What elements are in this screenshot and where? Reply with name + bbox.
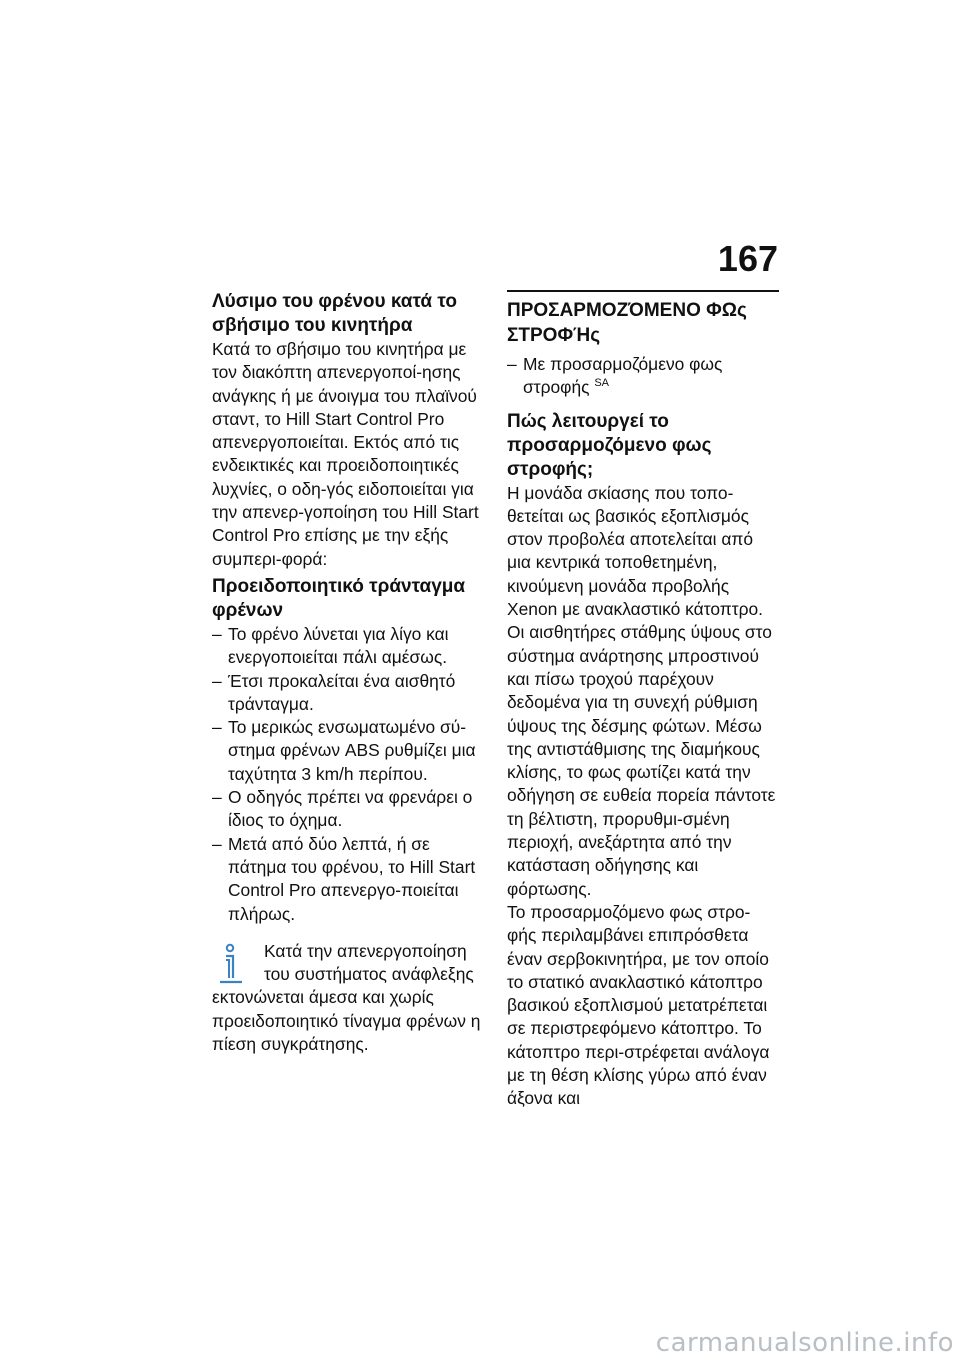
left-column: [212, 290, 484, 1056]
page-number: 167: [717, 238, 778, 279]
list-item: [507, 353, 779, 400]
section-title: ΠΡΟΣΑΡΜΟΖΌΜΕΝΟ ΦΩς ΣΤΡΟΦΉς: [507, 300, 747, 346]
list-item: – Μετά από δύο λεπτά, ή σε πάτημα του φρένου, το Hill Start Control Pro απενεργο-ποιείται πλήρως.: [212, 833, 484, 926]
brake-jerk-list: [212, 623, 484, 926]
list-item: – Έτσι προκαλείται ένα αισθητό τράνταγμα.: [212, 670, 484, 717]
info-note: [212, 940, 484, 1056]
list-item: – Το φρένο λύνεται για λίγο και ενεργοποιείται πάλι αμέσως.: [212, 623, 484, 670]
list-item: – Ο οδηγός πρέπει να φρενάρει ο ίδιος το όχημα.: [212, 786, 484, 833]
info-icon: [212, 940, 256, 986]
list-item: – Το μερικώς ενσωματωμένο σύ-στημα φρένων ABS ρυθμίζει μια ταχύτητα 3 km/h περίπου.: [212, 716, 484, 786]
paragraph-brake-release: Κατά το σβήσιμο του κινητήρα με τον διακόπτη απενεργοποί-ησης ανάγκης ή με άνοιγμα του πλαϊνού σταντ, το Hill Start Control Pro απενεργοποιείται. Εκτός από τις ενδεικτικές και προειδοποιητικές λυχνίες, ο οδη-γός ειδοποιείται για την απενερ-γοποίηση του Hill Start Control Pro επίσης με την εξής συμπερι-φορά:: [212, 339, 479, 569]
heading-brake-jerk: Προειδοποιητικό τράνταγμα φρένων: [212, 575, 466, 621]
note-text: Κατά την απενεργοποίηση του συστήματος ανάφλεξης εκτονώνεται άμεσα και χωρίς προειδοποιητικό τίναγμα φρένων η πίεση συγκράτησης.: [212, 940, 481, 1055]
heading-how-it-works: Πώς λειτουργεί το προσαρμοζόμενο φως στροφής;: [507, 410, 712, 480]
paragraph-how-it-works-1: Η μονάδα σκίασης που τοπο-θετείται ως βασικός εξοπλισμός στον προβολέα αποτελείται από μια κεντρικά τοποθετημένη, κινούμενη μονάδα προβολής Xenon με ανακλαστικό κάτοπτρο. Οι αισθητήρες στάθμης ύψους στο σύστημα ανάρτησης μπροστινού και πίσω τροχού παρέχουν δεδομένα για τη συνεχή ρύθμιση ύψους της δέσμης φώτων. Μέσω της αντιστάθμισης της διαμήκους κλίσης, το φως φωτίζει κατά την οδήγηση σε ευθεία πορεία πάντοτε τη βέλτιστη, προρυθμι-σμένη περιοχή, ανεξάρτητα από την κατάσταση οδήγησης και φόρτωσης.: [507, 482, 776, 899]
section-header: [507, 290, 779, 348]
heading-brake-release: Λύσιμο του φρένου κατά το σβήσιμο του κινητήρα: [212, 291, 457, 336]
right-column: [507, 290, 779, 1111]
watermark: carmanualsonline.info: [655, 1328, 954, 1358]
equipment-list: [507, 353, 779, 400]
option-marker: SA: [594, 377, 610, 390]
paragraph-how-it-works-2: Το προσαρμοζόμενο φως στρο-φής περιλαμβάνει επιπρόσθετα έναν σερβοκινητήρα, με τον οποίο το στατικό ανακλαστικό κάτοπτρο βασικού εξοπλισμού μετατρέπεται σε περιστρεφόμενο κάτοπτρο. Το κάτοπτρο περι-στρέφεται ανάλογα με τη θέση κλίσης γύρω από έναν άξονα και: [507, 901, 770, 1109]
list-item-text: Με προσαρμοζόμενο φως στροφής: [523, 354, 723, 398]
